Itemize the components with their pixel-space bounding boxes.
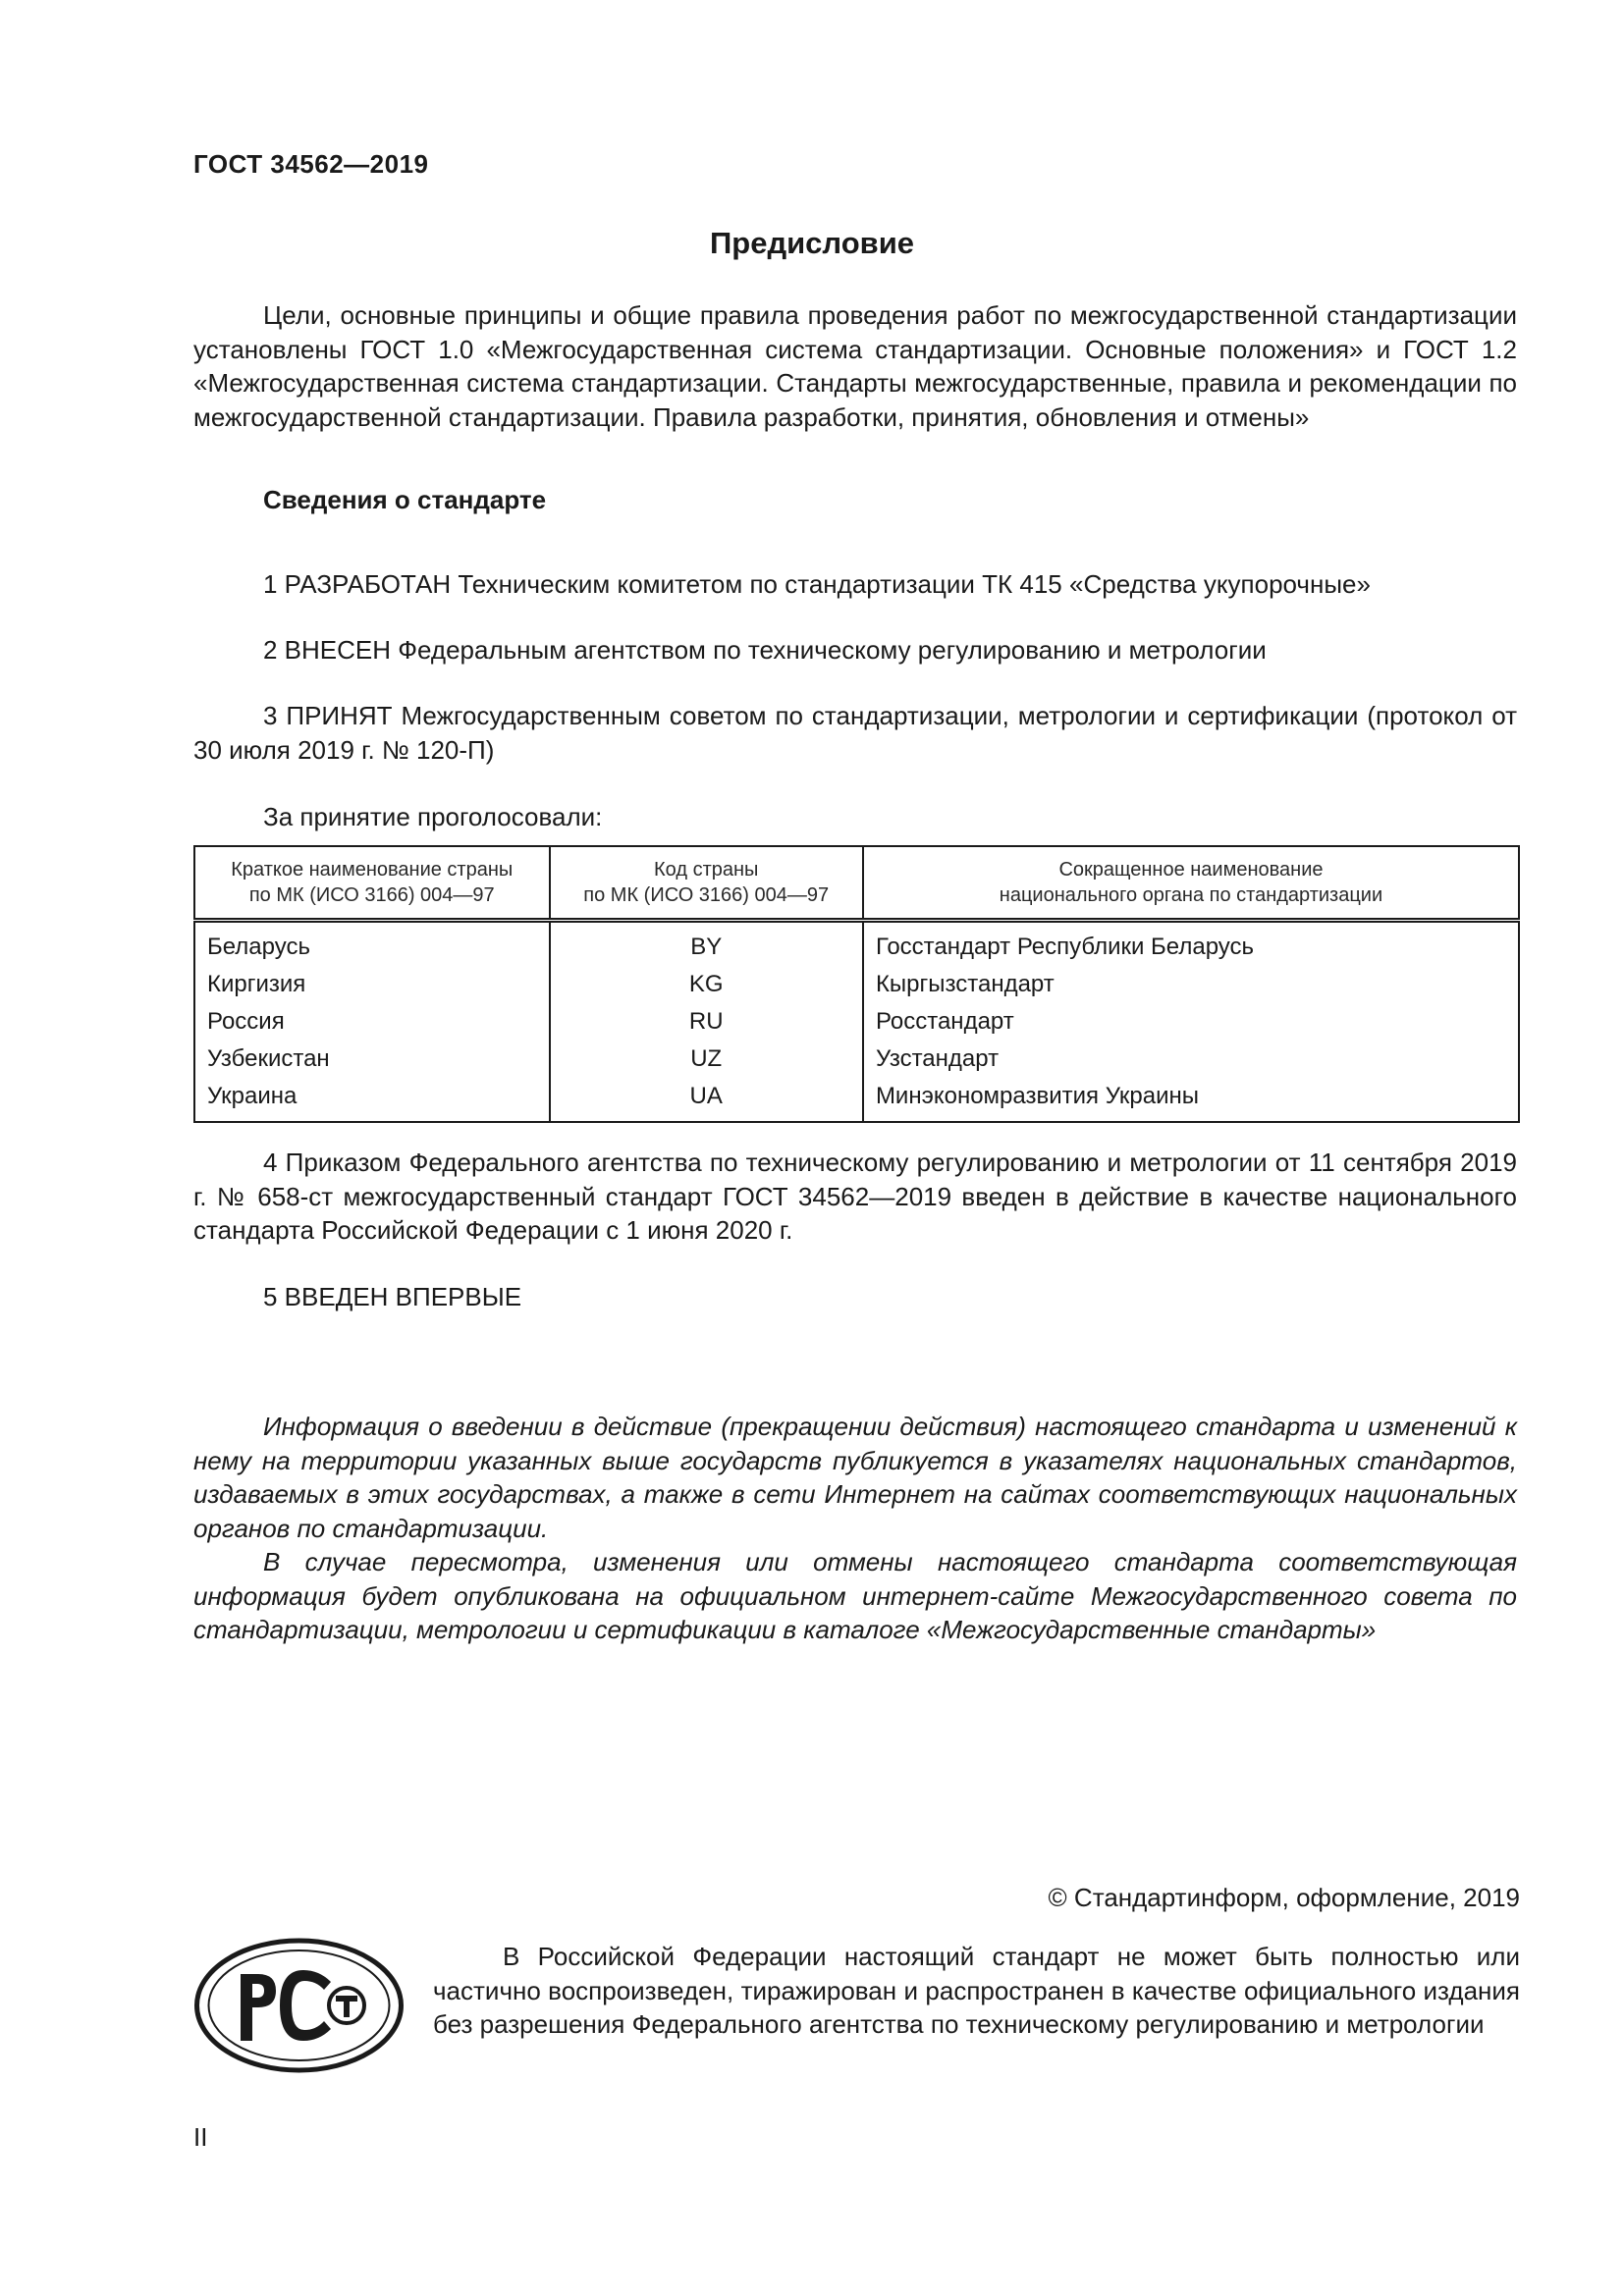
header-country-code-line2: по МК (ИСО 3166) 004—97 [583, 884, 830, 906]
cell-country: Россия [194, 1003, 550, 1041]
page-number: II [193, 2122, 208, 2152]
header-country-name [194, 846, 550, 921]
cell-national-body: Госстандарт Республики Беларусь [875, 934, 1255, 960]
table-header-row [194, 846, 1519, 921]
cell-national-body: Кыргызстандарт [875, 971, 1055, 997]
item-3-paragraph: 3 ПРИНЯТ Межгосударственным советом по стандартизации, метрологии и сертификации (протокол от 30 июля 2019 г. № 120-П) [193, 701, 1517, 765]
table-row [194, 1003, 1519, 1041]
information-notice [193, 1410, 1517, 1647]
cell-country: Украина [194, 1078, 550, 1122]
cell-national-body: Росстандарт [875, 1008, 1014, 1035]
cell-national-body: Узстандарт [875, 1045, 1000, 1072]
header-country-code-line1: Код страны [654, 859, 759, 881]
page-title: Предисловие [709, 226, 914, 260]
cell-code: KG [550, 966, 863, 1003]
copyright-notice: © Стандартинформ, оформление, 2019 [1048, 1883, 1520, 1912]
cell-code: UZ [550, 1041, 863, 1078]
information-paragraph-2: В случае пересмотра, изменения или отмены настоящего стандарта соответствующая информация будет опубликована на официальном интернет-сайте Межгосударственного совета по стандартизации, метрологии и сертификации в каталоге «Межгосударственные стандарты» [193, 1547, 1517, 1644]
table-row [194, 1078, 1519, 1122]
header-country-name-line2: по МК (ИСО 3166) 004—97 [248, 884, 495, 906]
header-country-name-line1: Краткое наименование страны [231, 859, 514, 881]
cell-code: RU [550, 1003, 863, 1041]
item-1-paragraph: 1 РАЗРАБОТАН Техническим комитетом по стандартизации ТК 415 «Средства укупорочные» [263, 569, 1371, 599]
table-row [194, 921, 1519, 967]
header-national-body-line2: национального органа по стандартизации [999, 884, 1383, 906]
document-code-header: ГОСТ 34562—2019 [193, 149, 429, 179]
cell-country: Беларусь [194, 921, 550, 967]
voting-table [193, 845, 1520, 1123]
header-country-code [550, 846, 863, 921]
table-row [194, 1041, 1519, 1078]
table-row [194, 966, 1519, 1003]
item-2-paragraph: 2 ВНЕСЕН Федеральным агентством по техническому регулированию и метрологии [263, 635, 1267, 665]
header-national-body [863, 846, 1519, 921]
section-heading: Сведения о стандарте [263, 485, 547, 514]
copyright-legal-notice: В Российской Федерации настоящий стандарт не может быть полностью или частично воспроизведен, тиражирован и распространен в качестве официального издания без разрешения Федерального агентства по техническому регулированию и метрологии [433, 1942, 1520, 2039]
intro-paragraph: Цели, основные принципы и общие правила проведения работ по межгосударственной стандартизации установлены ГОСТ 1.0 «Межгосударственная система стандартизации. Основные положения» и ГОСТ 1.2 «Межгосударственная система стандартизации. Стандарты межгосударственные, правила и рекомендации по межгосударственной стандартизации. Правила разработки, принятия, обновления и отмены» [193, 300, 1517, 432]
rst-mark-logo-icon [193, 1937, 405, 2074]
header-national-body-line1: Сокращенное наименование [1058, 859, 1324, 881]
vote-intro: За принятие проголосовали: [263, 802, 603, 831]
cell-code: BY [550, 921, 863, 967]
information-paragraph-1: Информация о введении в действие (прекращении действия) настоящего стандарта и изменений к нему на территории указанных выше государств публикуется в указателях национальных стандартов, издаваемых в этих государствах, а также в сети Интернет на сайтах соответствующих национальных органов по стандартизации. [193, 1412, 1517, 1543]
cell-country: Узбекистан [194, 1041, 550, 1078]
cell-national-body: Минэкономразвития Украины [875, 1083, 1199, 1109]
cell-code: UA [550, 1078, 863, 1122]
item-5-paragraph: 5 ВВЕДЕН ВПЕРВЫЕ [263, 1282, 522, 1311]
cell-country: Киргизия [194, 966, 550, 1003]
item-4-paragraph: 4 Приказом Федерального агентства по техническому регулированию и метрологии от 11 сентября 2019 г. № 658-ст межгосударственный стандарт ГОСТ 34562—2019 введен в действие в качестве национального стандарта Российской Федерации с 1 июня 2020 г. [193, 1148, 1517, 1245]
